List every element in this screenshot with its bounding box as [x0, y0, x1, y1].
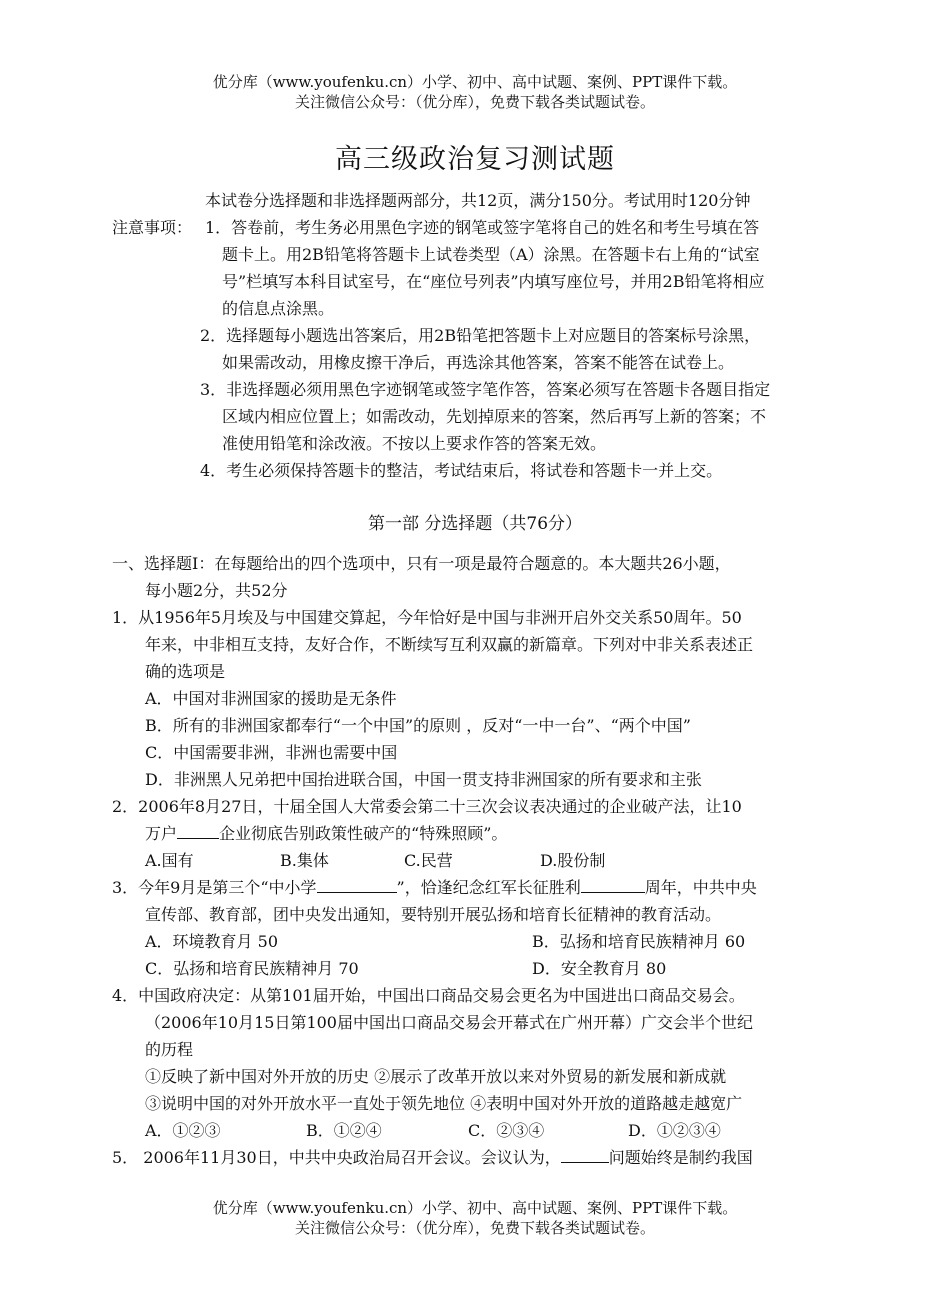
footer-line-2: 关注微信公众号：（优分库），免费下载各类试题试卷。	[294, 1219, 655, 1237]
note-1-line-1: 1．答卷前，考生务必用黑色字迹的钢笔或签字笔将自己的姓名和考生号填在答	[205, 218, 760, 237]
note-3-line-3: 准使用铅笔和涂改液。不按以上要求作答的答案无效。	[222, 434, 607, 453]
q3-option-c: C．弘扬和培育民族精神月 70	[145, 959, 359, 978]
q1-stem-line-1: 1．从1956年5月埃及与中国建交算起，今年恰好是中国与非洲开启外交关系50周年。50	[112, 608, 742, 627]
q3-answer-blank-2	[581, 878, 645, 893]
note-1-line-4: 的信息点涂黑。	[222, 299, 335, 318]
q4-item-line-1: ①反映了新中国对外开放的历史 ②展示了改革开放以来对外贸易的新发展和新成就	[145, 1067, 727, 1086]
note-3-line-2: 区域内相应位置上；如需改动，先划掉原来的答案，然后再写上新的答案；不	[222, 407, 767, 426]
q5-stem-text-b: 问题始终是制约我国	[608, 1148, 753, 1167]
q3-option-d: D．安全教育月 80	[532, 959, 667, 978]
q3-stem-text-c: 周年，中共中央	[644, 878, 757, 897]
q4-stem-line-1: 4．中国政府决定：从第101届开始，中国出口商品交易会更名为中国进出口商品交易会。	[112, 986, 745, 1005]
q2-stem-text-a: 万户	[145, 824, 178, 843]
q1-option-c: C．中国需要非洲，非洲也需要中国	[145, 743, 398, 762]
q3-stem-text-a: 3．今年9月是第三个“中小学	[112, 878, 317, 897]
q3-stem-text-b: ”，恰逢纪念红军长征胜利	[396, 878, 581, 897]
q1-option-a: A．中国对非洲国家的援助是无条件	[145, 689, 397, 708]
header-line-1: 优分库（www.youfenku.cn）小学、初中、高中试题、案例、PPT课件下载。	[212, 73, 738, 91]
note-3-line-1: 3．非选择题必须用黑色字迹钢笔或签字笔作答，答案必须写在答题卡各题目指定	[200, 380, 771, 399]
header-line-2: 关注微信公众号：（优分库），免费下载各类试题试卷。	[294, 93, 655, 111]
note-4: 4．考生必须保持答题卡的整洁，考试结束后，将试卷和答题卡一并上交。	[200, 461, 723, 480]
q4-option-a: A．①②③	[145, 1121, 221, 1140]
note-2-line-1: 2．选择题每小题选出答案后，用2B铅笔把答题卡上对应题目的答案标号涂黑，	[200, 326, 761, 345]
q4-option-d: D．①②③④	[628, 1121, 721, 1140]
q2-stem-line-1: 2．2006年8月27日，十届全国人大常委会第二十三次会议表决通过的企业破产法，让10	[112, 797, 742, 816]
q4-option-c: C．②③④	[468, 1121, 545, 1140]
q2-option-c: C.民营	[404, 851, 453, 870]
q4-option-b: B．①②④	[306, 1121, 382, 1140]
q2-answer-blank	[177, 824, 219, 839]
q3-option-b: B．弘扬和培育民族精神月 60	[532, 932, 746, 951]
part1-line-1: 一、选择题Ⅰ：在每题给出的四个选项中，只有一项是最符合题意的。本大题共26小题，	[112, 554, 731, 573]
q4-item-line-2: ③说明中国的对外开放水平一直处于领先地位 ④表明中国对外开放的道路越走越宽广	[145, 1094, 743, 1113]
q5-answer-blank	[561, 1148, 609, 1163]
q2-option-b: B.集体	[280, 851, 329, 870]
part1-line-2: 每小题2分，共52分	[145, 581, 288, 600]
q4-stem-line-2: （2006年10月15日第100届中国出口商品交易会开幕式在广州开幕）广交会半个世纪	[145, 1013, 753, 1032]
q2-stem-line-2	[145, 823, 507, 845]
q2-option-d: D.股份制	[540, 851, 606, 870]
notes-label: 注意事项：	[112, 218, 193, 237]
page-title: 高三级政治复习测试题	[335, 144, 615, 175]
q5-stem-line-1	[112, 1147, 753, 1169]
footer-line-1: 优分库（www.youfenku.cn）小学、初中、高中试题、案例、PPT课件下载。	[212, 1199, 738, 1217]
q1-option-b: B．所有的非洲国家都奉行“一个中国”的原则 ，反对“一中一台”、“两个中国”	[145, 716, 691, 735]
q1-stem-line-2: 年来，中非相互支持，友好合作，不断续写互利双赢的新篇章。下列对中非关系表述正	[145, 635, 754, 654]
note-2-line-2: 如果需改动，用橡皮擦干净后，再选涂其他答案，答案不能答在试卷上。	[222, 353, 735, 372]
q2-stem-text-b: 企业彻底告别政策性破产的“特殊照顾”。	[219, 824, 508, 843]
intro-text: 本试卷分选择题和非选择题两部分，共12页，满分150分。考试用时120分钟	[205, 191, 751, 210]
q3-stem-line-1	[112, 877, 757, 899]
q2-option-a: A.国有	[145, 851, 194, 870]
note-1-line-3: 号”栏填写本科目试室号，在“座位号列表”内填写座位号，并用2B铅笔将相应	[222, 272, 765, 291]
section-title: 第一部 分选择题（共76分）	[367, 514, 583, 534]
q3-answer-blank-1	[317, 878, 397, 893]
note-1-line-2: 题卡上。用2B铅笔将答题卡上试卷类型（A）涂黑。在答题卡右上角的“试室	[222, 245, 760, 264]
q5-stem-text-a: 5． 2006年11月30日，中共中央政治局召开会议。会议认为，	[112, 1148, 561, 1167]
q3-stem-line-2: 宣传部、教育部，团中央发出通知，要特别开展弘扬和培育长征精神的教育活动。	[145, 905, 722, 924]
q4-stem-line-3: 的历程	[145, 1040, 194, 1059]
q3-option-a: A．环境教育月 50	[145, 932, 279, 951]
q1-stem-line-3: 确的选项是	[145, 662, 226, 681]
q1-option-d: D．非洲黑人兄弟把中国抬进联合国，中国一贯支持非洲国家的所有要求和主张	[145, 770, 702, 789]
